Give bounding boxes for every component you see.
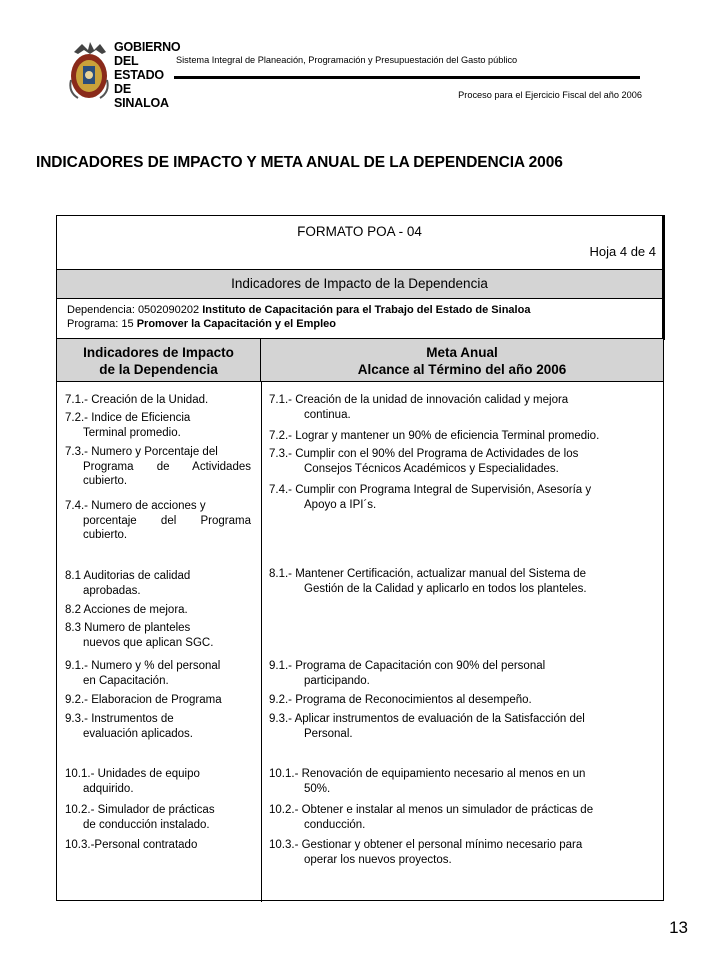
government-logo [66, 40, 181, 110]
goal-item: 9.3.- Aplicar instrumentos de evaluación de la Satisfacción del Personal. [269, 713, 585, 740]
goal-item: 7.4.- Cumplir con Programa Integral de Supervisión, Asesoría y Apoyo a IPI´s. [269, 484, 592, 511]
sheet-number: Hoja 4 de 4 [589, 244, 656, 259]
goal-item: 10.2.- Obtener e instalar al menos un simulador de prácticas de conducción. [269, 804, 594, 831]
system-title: Sistema Integral de Planeación, Programación y Presupuestación del Gasto público [176, 55, 518, 65]
goal-item: 10.3.- Gestionar y obtener el personal mínimo necesario para operar los nuevos proyectos. [269, 839, 583, 866]
goal-item: 9.2.- Programa de Reconocimientos al desempeño. [269, 694, 532, 706]
indicator-item: 9.1.- Numero y % del personal en Capacitación. [65, 660, 221, 687]
indicator-item: 7.1.- Creación de la Unidad. [65, 394, 209, 406]
indicator-item: 9.3.- Instrumentos de evaluación aplicados. [65, 713, 193, 740]
program-line [67, 317, 530, 331]
format-name: FORMATO POA - 04 [297, 224, 422, 239]
indicator-item: 10.1.- Unidades de equipo adquirido. [65, 768, 200, 795]
indicator-item: 7.2.- Indice de Eficiencia Terminal promedio. [65, 412, 191, 439]
section-band: Indicadores de Impacto de la Dependencia [57, 269, 662, 299]
sinaloa-crest-icon [66, 40, 112, 102]
program-label: Programa: 15 [67, 318, 134, 330]
indicator-item: 7.4.- Numero de acciones y porcentaje del Programa cubierto. [65, 500, 251, 541]
program-name: Promover la Capacitación y el Empleo [136, 318, 337, 330]
indicator-item: 10.2.- Simulador de prácticas de conducción instalado. [65, 804, 215, 831]
indicator-item: 8.1 Auditorias de calidad aprobadas. [65, 570, 191, 597]
page-number: 13 [669, 918, 688, 937]
header-rule [174, 76, 640, 79]
dependency-label: Dependencia: 0502090202 [67, 304, 200, 316]
goal-item: 7.2.- Lograr y mantener un 90% de eficiencia Terminal promedio. [269, 430, 600, 442]
format-box [56, 215, 665, 340]
col1-header-line-1: Indicadores de Impacto [83, 345, 234, 360]
dependency-info [67, 303, 530, 331]
goal-column-header [261, 339, 663, 382]
goal-item: 7.1.- Creación de la unidad de innovación calidad y mejora continua. [269, 394, 569, 421]
indicator-item: 7.3.- Numero y Porcentaje del Programa de Actividades cubierto. [65, 446, 251, 487]
indicator-item: 8.3 Numero de planteles nuevos que aplican SGC. [65, 622, 214, 649]
goal-item: 8.1.- Mantener Certificación, actualizar manual del Sistema de Gestión de la Calidad y aplicarlo en todos los planteles. [269, 568, 587, 595]
col2-header-line-1: Meta Anual [426, 345, 498, 360]
dependency-name: Instituto de Capacitación para el Trabajo del Estado de Sinaloa [202, 304, 531, 316]
col2-header-line-2: Alcance al Término del año 2006 [357, 362, 567, 377]
logo-text [114, 40, 180, 110]
goal-item: 7.3.- Cumplir con el 90% del Programa de Actividades de los Consejos Técnicos Académicos y Especialidades. [269, 448, 579, 475]
indicators-table [56, 338, 664, 901]
dependency-line [67, 303, 530, 317]
indicators-column-header [57, 339, 261, 382]
column-divider [261, 382, 262, 902]
logo-line-2: DEL ESTADO [114, 54, 164, 82]
process-year: Proceso para el Ejercicio Fiscal del año 2006 [458, 90, 642, 100]
goal-item: 10.1.- Renovación de equipamiento necesario al menos en un 50%. [269, 768, 586, 795]
indicator-item: 10.3.-Personal contratado [65, 839, 198, 851]
logo-line-1: GOBIERNO [114, 40, 181, 54]
col1-header-line-2: de la Dependencia [99, 362, 218, 377]
indicator-item: 8.2 Acciones de mejora. [65, 604, 188, 616]
logo-line-3: DE SINALOA [114, 82, 169, 110]
indicator-item: 9.2.- Elaboracion de Programa [65, 694, 222, 706]
goal-item: 9.1.- Programa de Capacitación con 90% del personal participando. [269, 660, 546, 687]
page-title: INDICADORES DE IMPACTO Y META ANUAL DE LA DEPENDENCIA 2006 [36, 154, 563, 171]
